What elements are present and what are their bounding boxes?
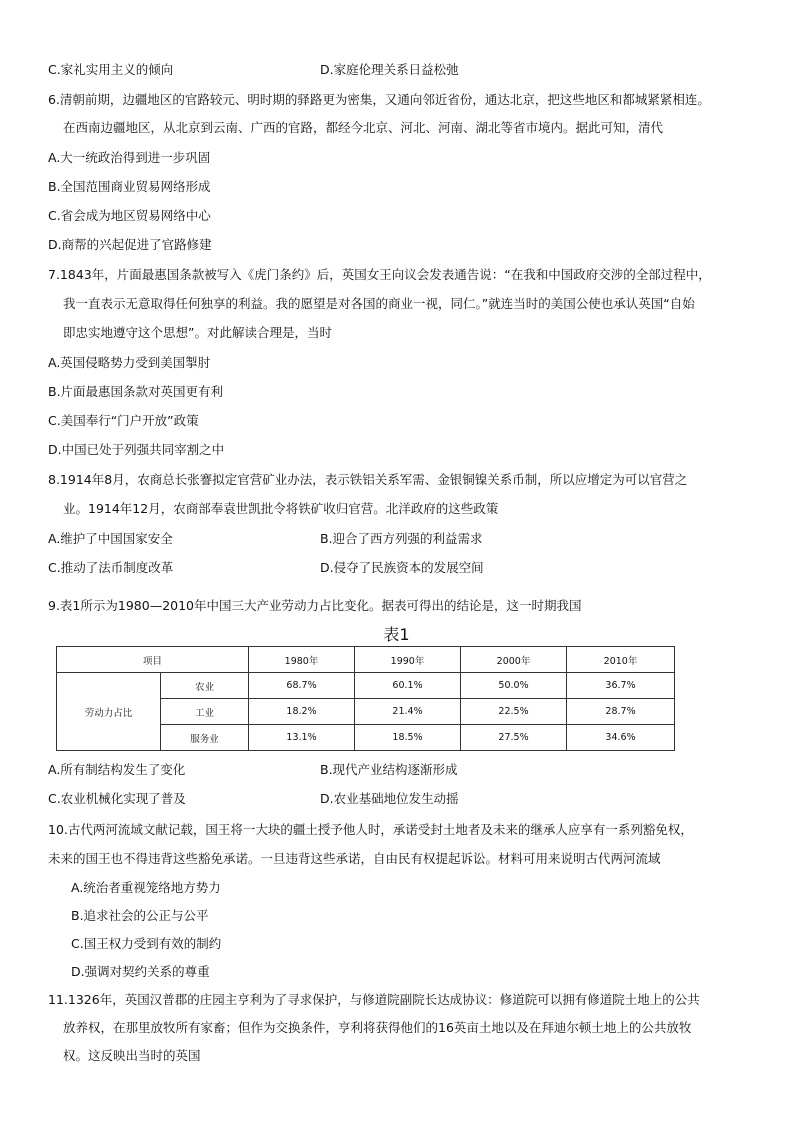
table-header-cell: 2000年 bbox=[461, 647, 567, 673]
q9-option-a: A.所有制结构发生了变化 bbox=[48, 762, 186, 777]
table-cell: 50.0% bbox=[461, 673, 567, 699]
q7-option-c: C.美国奉行“门户开放”政策 bbox=[48, 413, 199, 428]
q7-stem-line-2: 我一直表示无意取得任何独享的利益。我的愿望是对各国的商业一视，同仁。”就连当时的美国公使也承认英国“自始 bbox=[63, 296, 695, 311]
q8-stem-line-2: 业。1914年12月，农商部奉袁世凯批令将铁矿收归官营。北洋政府的这些政策 bbox=[63, 501, 499, 516]
q6-option-a: A.大一统政治得到进一步巩固 bbox=[48, 150, 211, 165]
table-row-label: 服务业 bbox=[161, 725, 249, 751]
table-cell: 28.7% bbox=[567, 699, 675, 725]
q11-stem-line-1: 11.1326年，英国汉普郡的庄园主亨利为了寻求保护，与修道院副院长达成协议：修道院可以拥有修道院土地上的公共 bbox=[48, 992, 700, 1007]
table-header-row bbox=[57, 647, 675, 673]
table-row-label: 工业 bbox=[161, 699, 249, 725]
q8-stem-line-1: 8.1914年8月，农商总长张謇拟定官营矿业办法，表示铁铝关系军需、金银铜镍关系币制，所以应增定为可以官营之 bbox=[48, 472, 688, 487]
table-cell: 60.1% bbox=[355, 673, 461, 699]
table-title: 表1 bbox=[383, 625, 410, 644]
table-cell: 13.1% bbox=[249, 725, 355, 751]
q10-option-a: A.统治者重视笼络地方势力 bbox=[71, 880, 221, 895]
q10-stem-line-2: 未来的国王也不得违背这些豁免承诺。一旦违背这些承诺，自由民有权提起诉讼。材料可用来说明古代两河流域 bbox=[48, 851, 661, 866]
q8-option-a: A.维护了中国国家安全 bbox=[48, 531, 173, 546]
table-cell: 22.5% bbox=[461, 699, 567, 725]
q11-stem-line-3: 权。这反映出当时的英国 bbox=[63, 1048, 201, 1063]
table-cell: 18.2% bbox=[249, 699, 355, 725]
table-cell: 68.7% bbox=[249, 673, 355, 699]
table-cell: 21.4% bbox=[355, 699, 461, 725]
table-group-label: 劳动力占比 bbox=[57, 673, 161, 751]
table-header-cell: 2010年 bbox=[567, 647, 675, 673]
q9-option-d: D.农业基础地位发生动摇 bbox=[320, 791, 459, 806]
table-header-cell: 1990年 bbox=[355, 647, 461, 673]
table-cell: 27.5% bbox=[461, 725, 567, 751]
q6-stem-line-1: 6.清朝前期，边疆地区的官路较元、明时期的驿路更为密集，又通向邻近省份，通达北京，把这些地区和都城紧紧相连。 bbox=[48, 92, 710, 107]
q8-option-d: D.侵夺了民族资本的发展空间 bbox=[320, 560, 484, 575]
table-row bbox=[57, 673, 675, 699]
q7-option-b: B.片面最惠国条款对英国更有利 bbox=[48, 384, 224, 399]
q8-option-c: C.推动了法币制度改革 bbox=[48, 560, 174, 575]
q9-stem: 9.表1所示为1980—2010年中国三大产业劳动力占比变化。据表可得出的结论是，这一时期我国 bbox=[48, 598, 582, 613]
table-cell: 18.5% bbox=[355, 725, 461, 751]
q6-stem-line-2: 在西南边疆地区，从北京到云南、广西的官路，都经今北京、河北、河南、湖北等省市境内。据此可知，清代 bbox=[63, 120, 664, 135]
q7-stem-line-3: 即忠实地遵守这个思想”。对此解读合理是，当时 bbox=[63, 325, 332, 340]
q8-option-b: B.迎合了西方列强的利益需求 bbox=[320, 531, 483, 546]
table-row-label: 农业 bbox=[161, 673, 249, 699]
q9-option-c: C.农业机械化实现了普及 bbox=[48, 791, 186, 806]
q9-option-b: B.现代产业结构逐渐形成 bbox=[320, 762, 458, 777]
table-cell: 34.6% bbox=[567, 725, 675, 751]
q7-option-a: A.英国侵略势力受到美国掣肘 bbox=[48, 355, 211, 370]
q10-option-c: C.国王权力受到有效的制约 bbox=[71, 936, 222, 951]
q11-stem-line-2: 放养权，在那里放牧所有家畜；但作为交换条件，亨利将获得他们的16英亩土地以及在拜迪尔顿土地上的公共放牧 bbox=[63, 1020, 692, 1035]
table-cell: 36.7% bbox=[567, 673, 675, 699]
q6-option-b: B.全国范围商业贸易网络形成 bbox=[48, 179, 211, 194]
q10-option-d: D.强调对契约关系的尊重 bbox=[71, 964, 210, 979]
table-header-cell: 项目 bbox=[57, 647, 249, 673]
q7-option-d: D.中国已处于列强共同宰割之中 bbox=[48, 442, 225, 457]
q10-option-b: B.追求社会的公正与公平 bbox=[71, 908, 209, 923]
labor-share-table bbox=[56, 646, 675, 751]
q7-stem-line-1: 7.1843年，片面最惠国条款被写入《虎门条约》后，英国女王向议会发表通告说：“在我和中国政府交涉的全部过程中， bbox=[48, 267, 711, 282]
q10-stem-line-1: 10.古代两河流域文献记载，国王将一大块的疆土授予他人时，承诺受封土地者及未来的继承人应享有一系列豁免权， bbox=[48, 822, 693, 837]
q6-option-c: C.省会成为地区贸易网络中心 bbox=[48, 208, 211, 223]
q5-option-d: D.家庭伦理关系日益松弛 bbox=[320, 62, 459, 77]
q6-option-d: D.商帮的兴起促进了官路修建 bbox=[48, 237, 212, 252]
q5-option-c: C.家礼实用主义的倾向 bbox=[48, 62, 174, 77]
table-header-cell: 1980年 bbox=[249, 647, 355, 673]
